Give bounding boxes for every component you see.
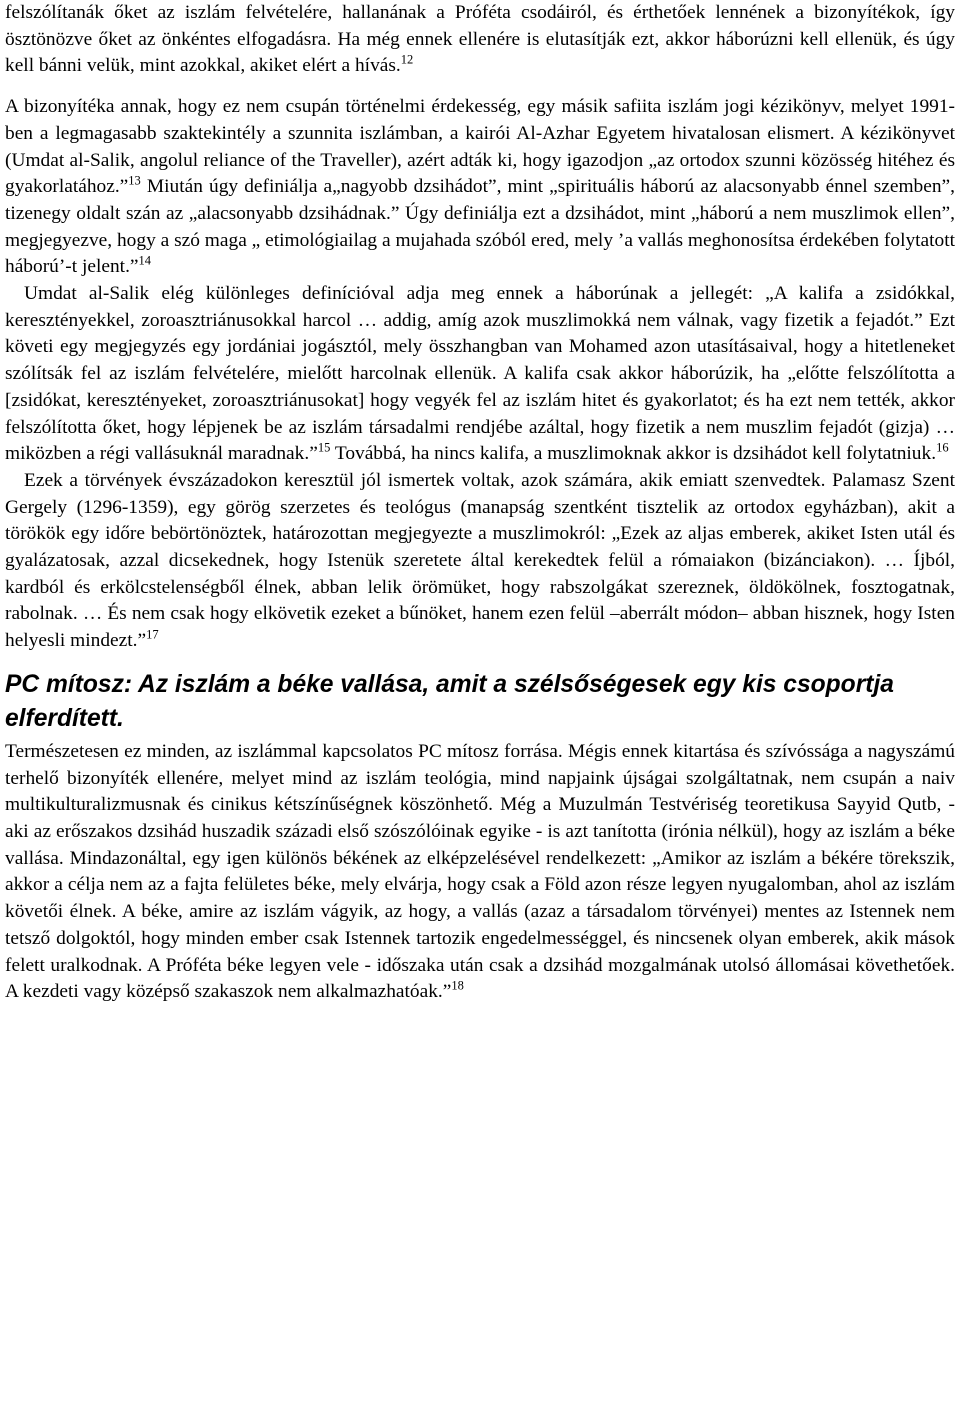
- footnote-marker-13: 13: [128, 173, 141, 188]
- paragraph-umdat-caliph: Umdat al-Salik elég különleges definícióval adja meg ennek a háborúnak a jellegét: „A kalifa a zsidókkal, keresztényekkel, zoroasztriánusokkal harcol … addig, amíg azok muszlimokká nem válnak, vagy fizetik a fejadót.” Ezt követi egy megjegyzés egy jordániai jogásztól, mely összhangban van Mohamed azon utasításaival, hogy a hitetleneket szólítsák fel az iszlám felvételére, mielőtt harcolnak ellenük. A kalifa csak akkor háborúzik, ha „előtte felszólította a [zsidókat, keresztényeket, zoroasztriánusokat] hogy vegyék fel az iszlám hitet és gyakorlatot; és ha ezt nem tették, akkor felszólította őket, hogy lépjenek be az iszlám társadalmi rendjébe azáltal, hogy fizetik a nem muszlim fejadót (gizja) … miközben a régi vallásuknál maradnak.”$^{15}$ Továbbá, ha nincs kalifa, a muszlimoknak akkor is dzsihádot kell folytatniuk.$^{16}$: [5, 283, 955, 465]
- section-heading: PC mítosz: Az iszlám a béke vallása, amit a szélsőségesek egy kis csoportja elferdített.: [5, 670, 894, 732]
- paragraph-pc-myth: Természetesen ez minden, az iszlámmal kapcsolatos PC mítosz forrása. Mégis ennek kitartása és szívóssága a nagyszámú terhelő bizonyíték ellenére, melyet mind az iszlám teológia, mind napjaink újságai szolgáltatnak, nem csupán a naiv multikulturalizmusnak és cinikus kétszínűségnek köszönhető. Még a Muzulmán Testvériség teoretikusa Sayyid Qutb, - aki az erőszakos dzsihád huszadik századi első szószólóinak egyike - is azt tanította (irónia nélkül), hogy az iszlám a béke vallása. Mindazonáltal, egy igen különös békének az elképzelésével rendelkezett: „Amikor az iszlám a békére törekszik, akkor a célja nem az a fajta felületes béke, mely elvárja, hogy csak a Föld azon része legyen nyugalomban, ahol az iszlám követői élnek. A béke, amire az iszlám vágyik, az hogy, a vallás (azaz a társadalom törvényei) mentes az Istennek nem tetsző dolgoktól, hogy minden ember csak Istennek tartozik engedelmességgel, és nincsenek olyan emberek, akik mások felett uralkodnak. A Próféta béke legyen vele - időszaka után csak a dzsihád mozgalmának utolsó állomásai követhetőek. A kezdeti vagy középső szakaszok nem alkalmazhatóak.”$^{18}$: [5, 740, 955, 1003]
- footnote-marker-16: 16: [936, 440, 949, 455]
- footnote-marker-18: 18: [451, 978, 464, 993]
- footnote-marker-12: 12: [400, 52, 414, 67]
- footnote-marker-14: 14: [138, 253, 152, 268]
- paragraph-umdat-definition: A bizonyítéka annak, hogy ez nem csupán történelmi érdekesség, egy másik safiita iszlám jogi kézikönyv, melyet 1991-ben a legmagasabb szaktekintély a szunnita iszlámban, a kairói Al-Azhar Egyetem hivatalosan elismert. A kézikönyvet (Umdat al-Salik, angolul reliance of the Traveller), azért adták ki, hogy igazodjon „az ortodox szunni közösség hitéhez és gyakorlatához.”$^{13}$ Miután úgy definiálja a„nagyobb dzsihádot”, mint „spirituális háború az alacsonyabb énnel szemben”, tizenegy oldalt szán az „alacsonyabb dzsihádnak.” Úgy definiálja ezt a dzsihádot, mint „háború a nem muszlimok ellen”, megjegyezve, hogy a szó maga „ etimológiailag a mujahada szóból ered, mely ’a vallás meghonosítsa érdekében folytatott háború’-t jelent.”$^{14}$: [5, 96, 955, 278]
- footnote-marker-17: 17: [146, 627, 159, 642]
- footnote-marker-15: 15: [317, 440, 331, 455]
- paragraph-continuation: felszólítanák őket az iszlám felvételére, hallanának a Próféta csodáiról, és érthetőek lennének a bizonyítékok, így ösztönözve őket az önkéntes elfogadásra. Ha még ennek ellenére is elutasítják ezt, akkor háborúzni kell ellenük, és úgy kell bánni velük, mint azokkal, akiket elért a hívás.$^{12}$: [5, 2, 955, 77]
- paragraph-palamas: Ezek a törvények évszázadokon keresztül jól ismertek voltak, azok számára, akik emiatt szenvedtek. Palamasz Szent Gergely (1296-1359), egy görög szerzetes és teológus (manapság szentként tisztelik az ortodox egyházban), akit a törökök egy időre bebörtönöztek, határozottan megjegyezte a muszlimokról: „Ezek az aljas emberek, akiket Isten utál és gyalázatosak, azzal dicsekednek, hogy Istenük szeretete által kerekedtek felül a rómaiakon (bizánciakon). … Íjból, kardból és erkölcstelenségből élnek, abban lelik örömüket, hogy rabszolgákat szereznek, öldökölnek, fosztogatnak, rabolnak. … És nem csak hogy elkövetik ezeket a bűnöket, hanem ezen felül –aberrált módon– abban hisznek, hogy Isten helyesli mindezt.”$^{17}$: [5, 469, 955, 652]
- document-page: [5, 0, 955, 1006]
